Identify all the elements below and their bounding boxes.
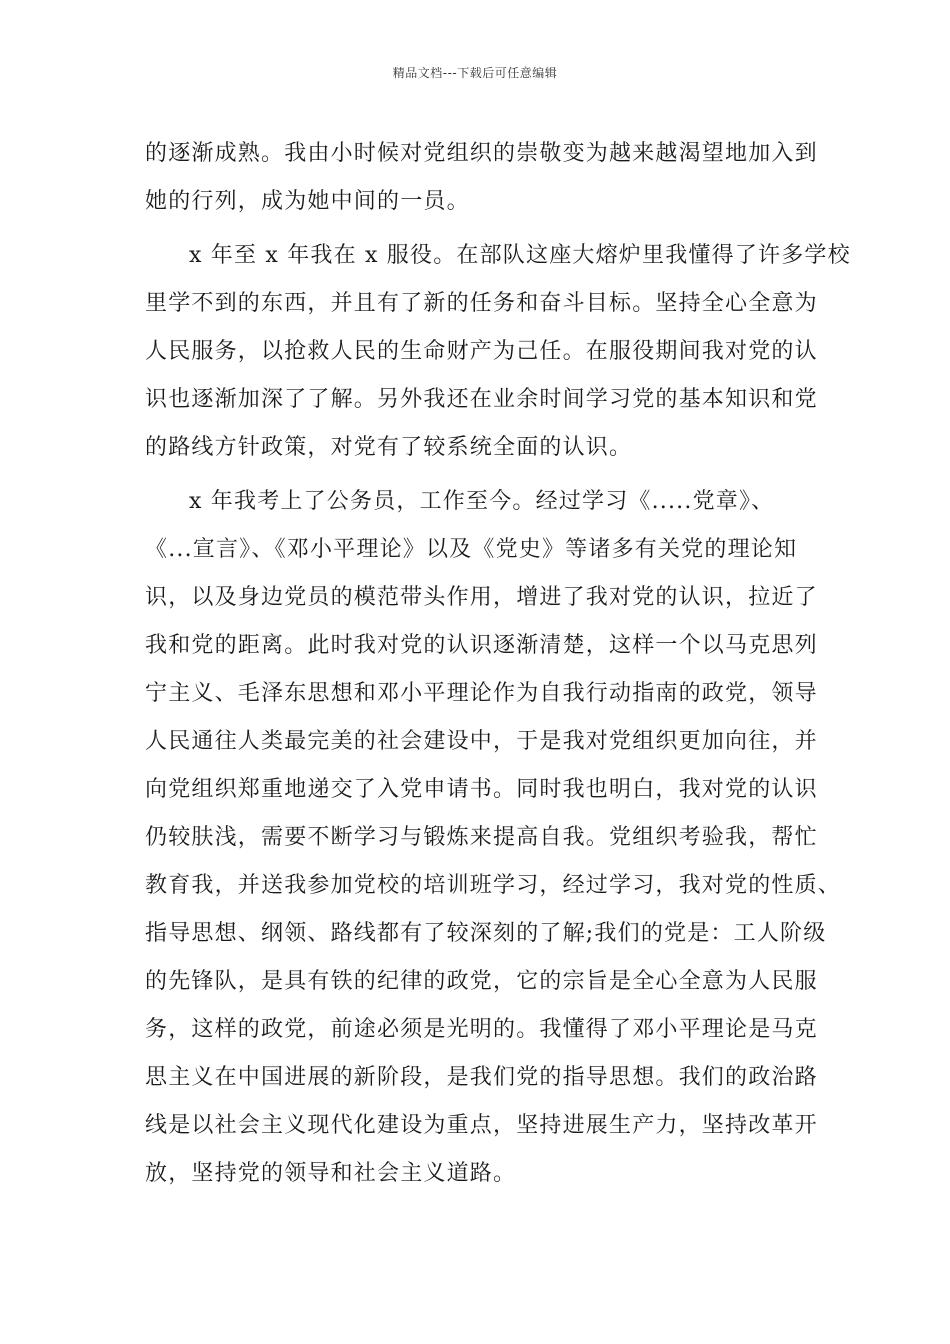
text-line: 指导思想、纲领、路线都有了较深刻的了解;我们的党是：工人阶级: [145, 921, 827, 946]
text-line: 人民服务，以抢救人民的生命财产为己任。在服役期间我对党的认: [145, 339, 818, 364]
text-line: 识也逐渐加深了了解。另外我还在业余时间学习党的基本知识和党: [145, 387, 818, 412]
text-line: 《...宣言》、《邓小平理论》以及《党史》等诸多有关党的理论知: [145, 537, 798, 562]
paragraph-3: [145, 478, 842, 1198]
text-line: 思主义在中国进展的新阶段，是我们党的指导思想。我们的政治路: [145, 1065, 818, 1090]
paragraph-2: [145, 232, 851, 472]
text-line: 我和党的距离。此时我对党的认识逐渐清楚，这样一个以马克思列: [145, 633, 818, 658]
page-header: 精品文档---下载后可任意编辑: [392, 66, 558, 80]
paragraph-1: [145, 130, 818, 226]
text-line: 她的行列，成为她中间的一员。: [145, 189, 470, 214]
text-line: 的先锋队，是具有铁的纪律的政党，它的宗旨是全心全意为人民服: [145, 969, 818, 994]
text-line: 里学不到的东西，并且有了新的任务和奋斗目标。坚持全心全意为: [145, 291, 818, 316]
text-line: x 年我考上了公务员，工作至今。经过学习《.....党章》、: [189, 489, 775, 514]
text-line: 的路线方针政策，对党有了较系统全面的认识。: [145, 435, 633, 460]
document-body: [145, 130, 851, 1198]
text-line: 务，这样的政党，前途必须是光明的。我懂得了邓小平理论是马克: [145, 1017, 818, 1042]
text-line: 教育我，并送我参加党校的培训班学习，经过学习，我对党的性质、: [145, 873, 842, 898]
text-line: 的逐渐成熟。我由小时候对党组织的崇敬变为越来越渴望地加入到: [145, 141, 818, 166]
text-line: 宁主义、毛泽东思想和邓小平理论作为自我行动指南的政党，领导: [145, 681, 818, 706]
text-line: x 年至 x 年我在 x 服役。在部队这座大熔炉里我懂得了许多学校: [189, 243, 851, 268]
text-line: 识，以及身边党员的模范带头作用，增进了我对党的认识，拉近了: [145, 585, 818, 610]
text-line: 放，坚持党的领导和社会主义道路。: [145, 1161, 517, 1186]
text-line: 仍较肤浅，需要不断学习与锻炼来提高自我。党组织考验我，帮忙: [145, 825, 818, 850]
text-line: 人民通往人类最完美的社会建设中，于是我对党组织更加向往，并: [145, 729, 818, 754]
text-line: 向党组织郑重地递交了入党申请书。同时我也明白，我对党的认识: [145, 777, 818, 802]
text-line: 线是以社会主义现代化建设为重点，坚持进展生产力，坚持改革开: [145, 1113, 818, 1138]
